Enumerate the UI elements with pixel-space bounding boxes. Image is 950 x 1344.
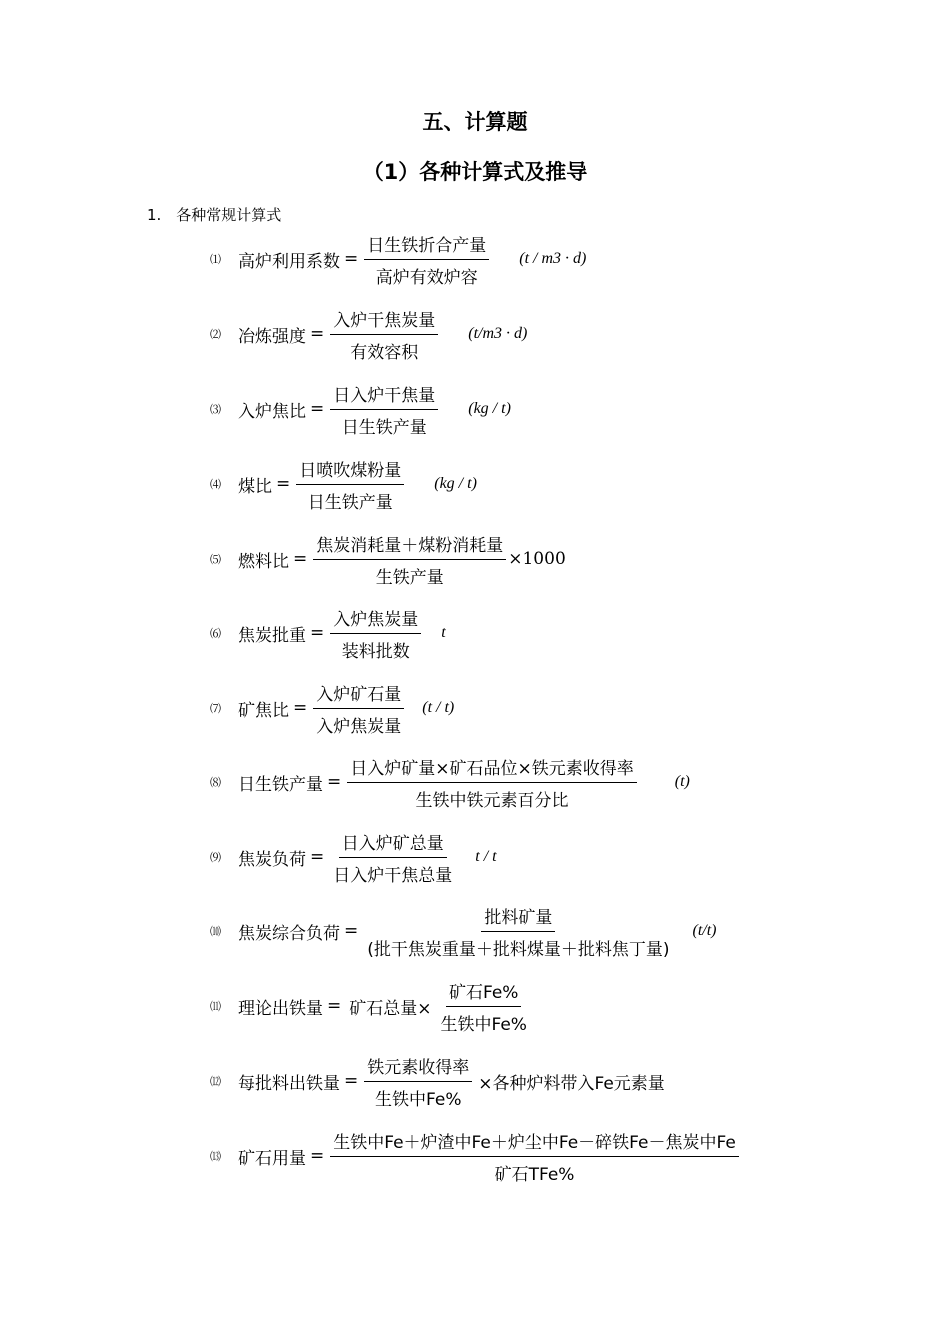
fraction bbox=[364, 903, 672, 960]
fraction bbox=[296, 456, 404, 513]
formula-label: 焦炭负荷 bbox=[238, 849, 306, 870]
numerator: 日入炉矿量×矿石品位×铁元素收得率 bbox=[347, 754, 637, 783]
page-subtitle: （1）各种计算式及推导 bbox=[362, 160, 588, 184]
formula-row: ⑶ 入炉焦比 = $\frac{\text{日入炉干焦量}}{\text{日生铁产量}}$ (kg / t) bbox=[210, 379, 511, 439]
formula-label: 理论出铁量 bbox=[238, 998, 323, 1019]
formula-label: 入炉焦比 bbox=[238, 401, 306, 422]
fraction bbox=[330, 306, 438, 363]
denominator: 矿石TFe% bbox=[494, 1164, 575, 1185]
fraction bbox=[347, 754, 637, 811]
formula-row: ⑼ 焦炭负荷 = $\frac{\text{日入炉矿总量}}{\text{日入炉干焦总量}}$ t / t bbox=[210, 827, 497, 887]
formula-label: 每批料出铁量 bbox=[238, 1073, 340, 1094]
formula-row: ⒀ 矿石用量 = $\frac{\text{生铁中Fe＋炉渣中Fe＋炉尘中Fe－碎铁Fe－焦炭中Fe}}{\text{矿石TFe\%}}$ bbox=[210, 1126, 741, 1186]
formula-number: ⑶ bbox=[210, 403, 221, 416]
fraction bbox=[330, 1128, 739, 1185]
unit: (t / t) bbox=[422, 699, 455, 716]
formula-row: ⑻ 日生铁产量 = $\frac{\text{日入炉矿量×矿石品位×铁元素收得率}}{\text{生铁中铁元素百分比}}$ (t) bbox=[210, 752, 690, 812]
numerator: 日入炉干焦量 bbox=[330, 381, 438, 410]
formula-number: ⑵ bbox=[210, 328, 221, 341]
fraction bbox=[364, 1053, 472, 1110]
unit: (t/m3 · d) bbox=[468, 325, 528, 342]
unit: (kg / t) bbox=[434, 475, 477, 492]
unit: (t/t) bbox=[692, 922, 717, 939]
formula-row: ⑽ 焦炭综合负荷 = $\frac{\text{批料矿量}}{\text{(批干焦炭重量＋批料煤量＋批料焦丁量)}}$ (t/t) bbox=[210, 901, 717, 961]
denominator: 有效容积 bbox=[350, 342, 419, 363]
denominator: 生铁中Fe% bbox=[440, 1014, 527, 1035]
denominator: 日入炉干焦总量 bbox=[333, 865, 453, 886]
formula-label: 煤比 bbox=[238, 476, 272, 497]
numerator: 铁元素收得率 bbox=[364, 1053, 472, 1082]
section-heading: 1. 各种常规计算式 bbox=[147, 206, 282, 224]
formula-label: 矿焦比 bbox=[238, 700, 289, 721]
numerator: 日入炉矿总量 bbox=[339, 829, 447, 858]
formula-label: 矿石用量 bbox=[238, 1148, 306, 1169]
unit: t bbox=[441, 624, 446, 641]
denominator: 入炉焦炭量 bbox=[316, 716, 402, 737]
formula-label: 日生铁产量 bbox=[238, 774, 323, 795]
formula-row: ⑿ 每批料出铁量 = $\frac{\text{铁元素收得率}}{\text{生铁中Fe\%}}$ ×各种炉料带入Fe元素量 bbox=[210, 1051, 669, 1111]
numerator: 入炉矿石量 bbox=[313, 680, 404, 709]
numerator: 生铁中Fe＋炉渣中Fe＋炉尘中Fe－碎铁Fe－焦炭中Fe bbox=[330, 1128, 739, 1157]
formula-label: 冶炼强度 bbox=[238, 326, 306, 347]
formula-row: ⑴ 高炉利用系数 = $\frac{\text{日生铁折合产量}}{\text{高炉有效炉容}}$ (t / m3 · d) bbox=[210, 229, 586, 289]
page-title: 五、计算题 bbox=[422, 110, 528, 134]
formula-row: ⑵ 冶炼强度 = $\frac{\text{入炉干焦炭量}}{\text{有效容积}}$ (t/m3 · d) bbox=[210, 304, 527, 364]
denominator: 日生铁产量 bbox=[341, 417, 427, 438]
formula-number: ⑿ bbox=[210, 1075, 221, 1088]
formula-row: ⑺ 矿焦比 = $\frac{\text{入炉矿石量}}{\text{入炉焦炭量}}$ (t / t) bbox=[210, 678, 454, 738]
formula-label: 焦炭综合负荷 bbox=[238, 923, 340, 944]
denominator: 生铁中Fe% bbox=[375, 1089, 462, 1110]
unit: (kg / t) bbox=[468, 400, 511, 417]
numerator: 入炉干焦炭量 bbox=[330, 306, 438, 335]
fraction bbox=[313, 680, 404, 737]
formula-label: 焦炭批重 bbox=[238, 625, 306, 646]
unit: (t / m3 · d) bbox=[519, 250, 587, 267]
formula-number: ⑾ bbox=[210, 1000, 221, 1013]
formula-number: ⑺ bbox=[210, 702, 221, 715]
formula-row: ⑷ 煤比 = $\frac{\text{日喷吹煤粉量}}{\text{日生铁产量}}$ (kg / t) bbox=[210, 454, 477, 514]
numerator: 日生铁折合产量 bbox=[364, 231, 489, 260]
formula-multiplier: 矿石总量× bbox=[349, 998, 432, 1019]
formula-label: 高炉利用系数 bbox=[238, 251, 340, 272]
fraction bbox=[330, 829, 455, 886]
formula-number: ⑼ bbox=[210, 851, 221, 864]
numerator: 焦炭消耗量＋煤粉消耗量 bbox=[313, 531, 506, 560]
formula-number: ⑴ bbox=[210, 253, 221, 266]
denominator: 高炉有效炉容 bbox=[375, 267, 478, 288]
fraction bbox=[330, 605, 421, 662]
formula-number: ⑹ bbox=[210, 627, 221, 640]
fraction bbox=[438, 978, 530, 1035]
formula-row: ⑸ 燃料比 = $\frac{\text{焦炭消耗量＋煤粉消耗量}}{\text{生铁产量}}$ ×1000 bbox=[210, 529, 566, 589]
numerator: 批料矿量 bbox=[481, 903, 555, 932]
formula-row: ⑹ 焦炭批重 = $\frac{\text{入炉焦炭量}}{\text{装料批数}}$ t bbox=[210, 603, 446, 663]
numerator: 日喷吹煤粉量 bbox=[296, 456, 404, 485]
denominator: 生铁产量 bbox=[375, 567, 444, 588]
numerator: 入炉焦炭量 bbox=[330, 605, 421, 634]
formula-number: ⒀ bbox=[210, 1150, 221, 1163]
denominator: (批干焦炭重量＋批料煤量＋批料焦丁量) bbox=[367, 939, 670, 960]
formula-number: ⑷ bbox=[210, 478, 221, 491]
fraction bbox=[364, 231, 489, 288]
denominator: 装料批数 bbox=[341, 641, 410, 662]
fraction bbox=[330, 381, 438, 438]
formula-row: ⑾ 理论出铁量 = 矿石总量× $\frac{\text{矿石Fe\%}}{\text{生铁中Fe\%}}$ bbox=[210, 976, 532, 1036]
fraction bbox=[313, 531, 506, 588]
formula-number: ⑻ bbox=[210, 776, 221, 789]
formula-label: 燃料比 bbox=[238, 551, 289, 572]
unit: t / t bbox=[475, 848, 497, 865]
unit: (t) bbox=[674, 773, 690, 790]
denominator: 生铁中铁元素百分比 bbox=[415, 790, 569, 811]
formula-number: ⑸ bbox=[210, 553, 221, 566]
formula-tail: ×1000 bbox=[508, 549, 566, 569]
formula-number: ⑽ bbox=[210, 925, 221, 938]
denominator: 日生铁产量 bbox=[307, 492, 393, 513]
numerator: 矿石Fe% bbox=[446, 978, 521, 1007]
formula-tail: ×各种炉料带入Fe元素量 bbox=[478, 1073, 665, 1094]
